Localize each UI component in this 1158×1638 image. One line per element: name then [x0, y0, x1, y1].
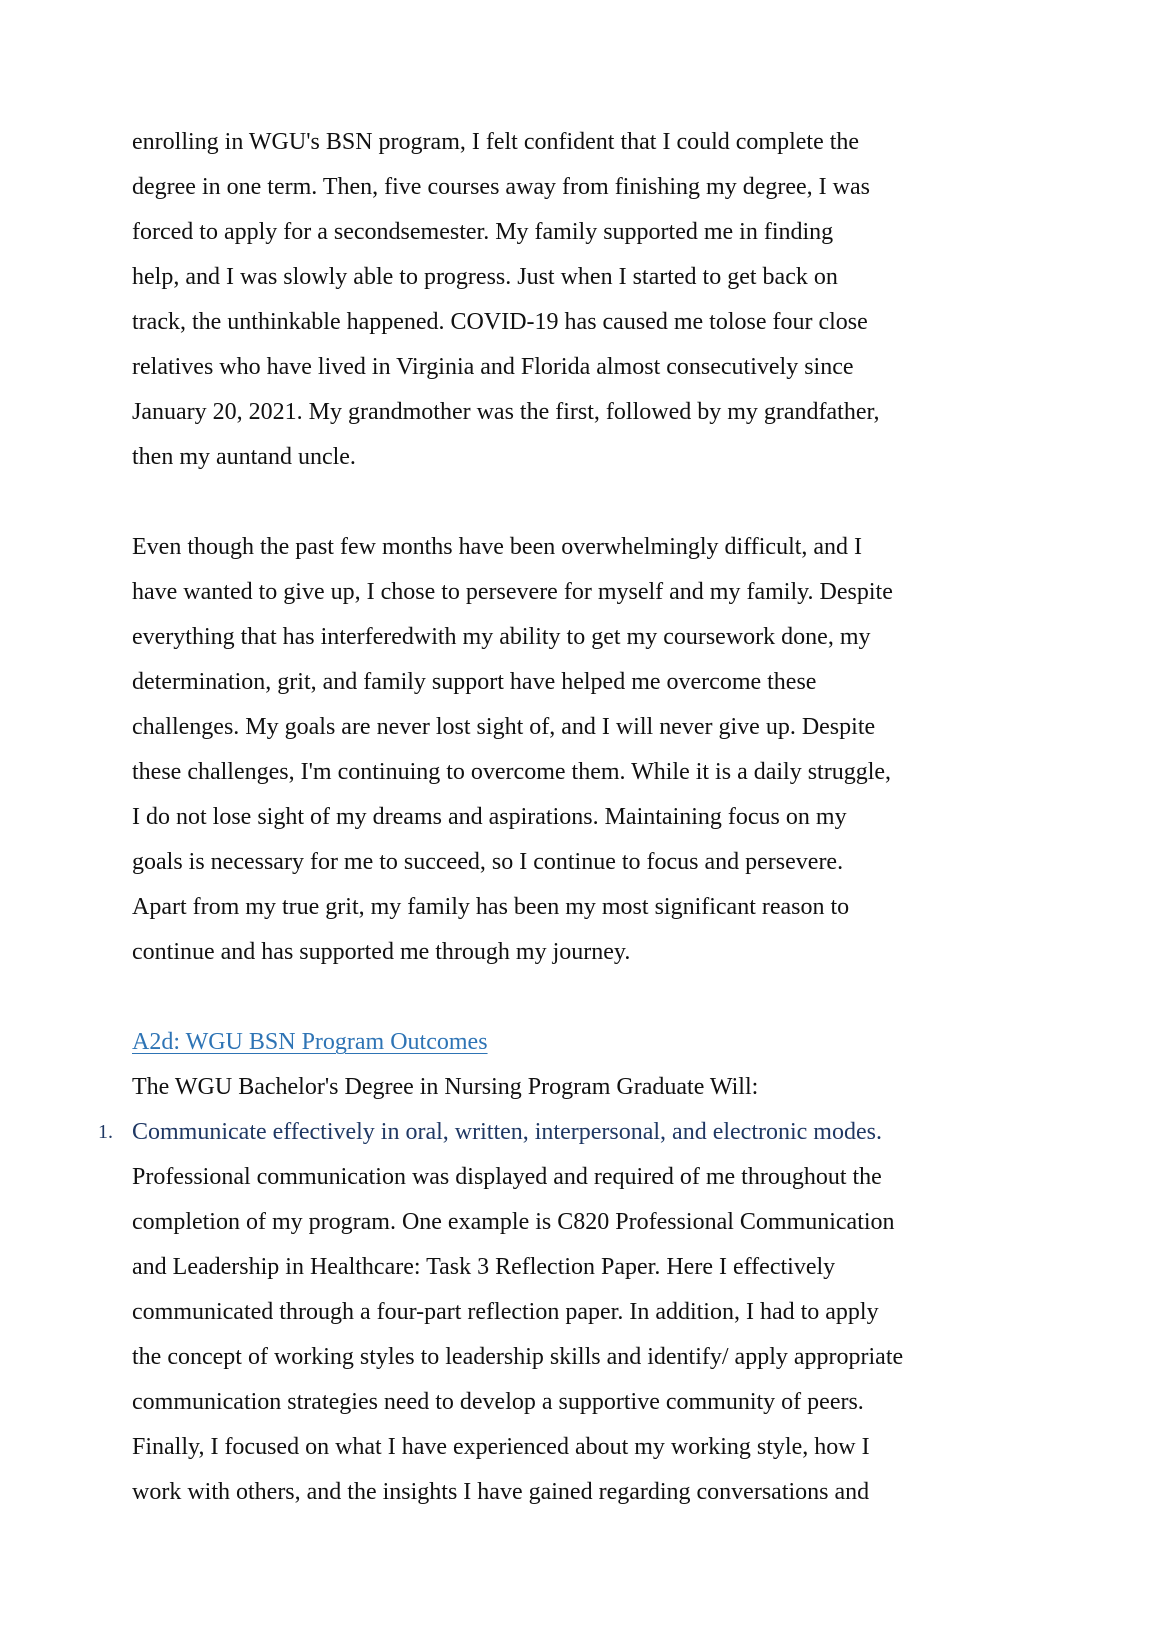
text-line: these challenges, I'm continuing to overcome them. While it is a daily struggle,	[132, 759, 892, 785]
text-line: I do not lose sight of my dreams and aspirations. Maintaining focus on my	[132, 804, 847, 830]
list-item-body	[132, 1155, 1012, 1515]
text-line: goals is necessary for me to succeed, so I continue to focus and persevere.	[132, 849, 844, 875]
paragraph-1	[132, 120, 1012, 480]
paragraph-2	[132, 525, 1012, 975]
text-line: Even though the past few months have been overwhelmingly difficult, and I	[132, 534, 863, 560]
text-line: everything that has interferedwith my ability to get my coursework done, my	[132, 624, 871, 650]
text-line: communicated through a four-part reflection paper. In addition, I had to apply	[132, 1299, 879, 1325]
text-line: enrolling in WGU's BSN program, I felt confident that I could complete the	[132, 129, 860, 155]
text-line: communication strategies need to develop a supportive community of peers.	[132, 1389, 864, 1415]
paragraph-gap	[132, 480, 1012, 525]
text-line: completion of my program. One example is C820 Professional Communication	[132, 1209, 895, 1235]
text-line: track, the unthinkable happened. COVID-19 has caused me tolose four close	[132, 309, 868, 335]
text-line: degree in one term. Then, five courses away from finishing my degree, I was	[132, 174, 870, 200]
text-line: and Leadership in Healthcare: Task 3 Reflection Paper. Here I effectively	[132, 1254, 836, 1280]
text-line: then my auntand uncle.	[132, 444, 356, 470]
text-line: work with others, and the insights I have gained regarding conversations and	[132, 1479, 870, 1505]
text-line: January 20, 2021. My grandmother was the first, followed by my grandfather,	[132, 399, 880, 425]
list-item-title-text: Communicate effectively in oral, written, interpersonal, and electronic modes.	[132, 1119, 882, 1145]
text-line: Finally, I focused on what I have experienced about my working style, how I	[132, 1434, 870, 1460]
text-line: Professional communication was displayed and required of me throughout the	[132, 1164, 882, 1190]
section-intro: The WGU Bachelor's Degree in Nursing Program Graduate Will:	[132, 1074, 759, 1100]
text-line: challenges. My goals are never lost sight of, and I will never give up. Despite	[132, 714, 876, 740]
text-line: Apart from my true grit, my family has been my most significant reason to	[132, 894, 850, 920]
text-line: determination, grit, and family support have helped me overcome these	[132, 669, 817, 695]
list-number: 1.	[98, 1121, 113, 1143]
text-line: have wanted to give up, I chose to persevere for myself and my family. Despite	[132, 579, 893, 605]
text-line: continue and has supported me through my journey.	[132, 939, 631, 965]
text-line: forced to apply for a secondsemester. My family supported me in finding	[132, 219, 834, 245]
section-heading: A2d: WGU BSN Program Outcomes	[132, 1029, 488, 1055]
text-line: the concept of working styles to leadership skills and identify/ apply appropriate	[132, 1344, 904, 1370]
document-page	[98, 120, 1012, 1515]
text-line: relatives who have lived in Virginia and Florida almost consecutively since	[132, 354, 854, 380]
text-line: help, and I was slowly able to progress. Just when I started to get back on	[132, 264, 838, 290]
paragraph-gap	[132, 975, 1012, 1020]
list-item-title	[98, 1110, 1012, 1155]
